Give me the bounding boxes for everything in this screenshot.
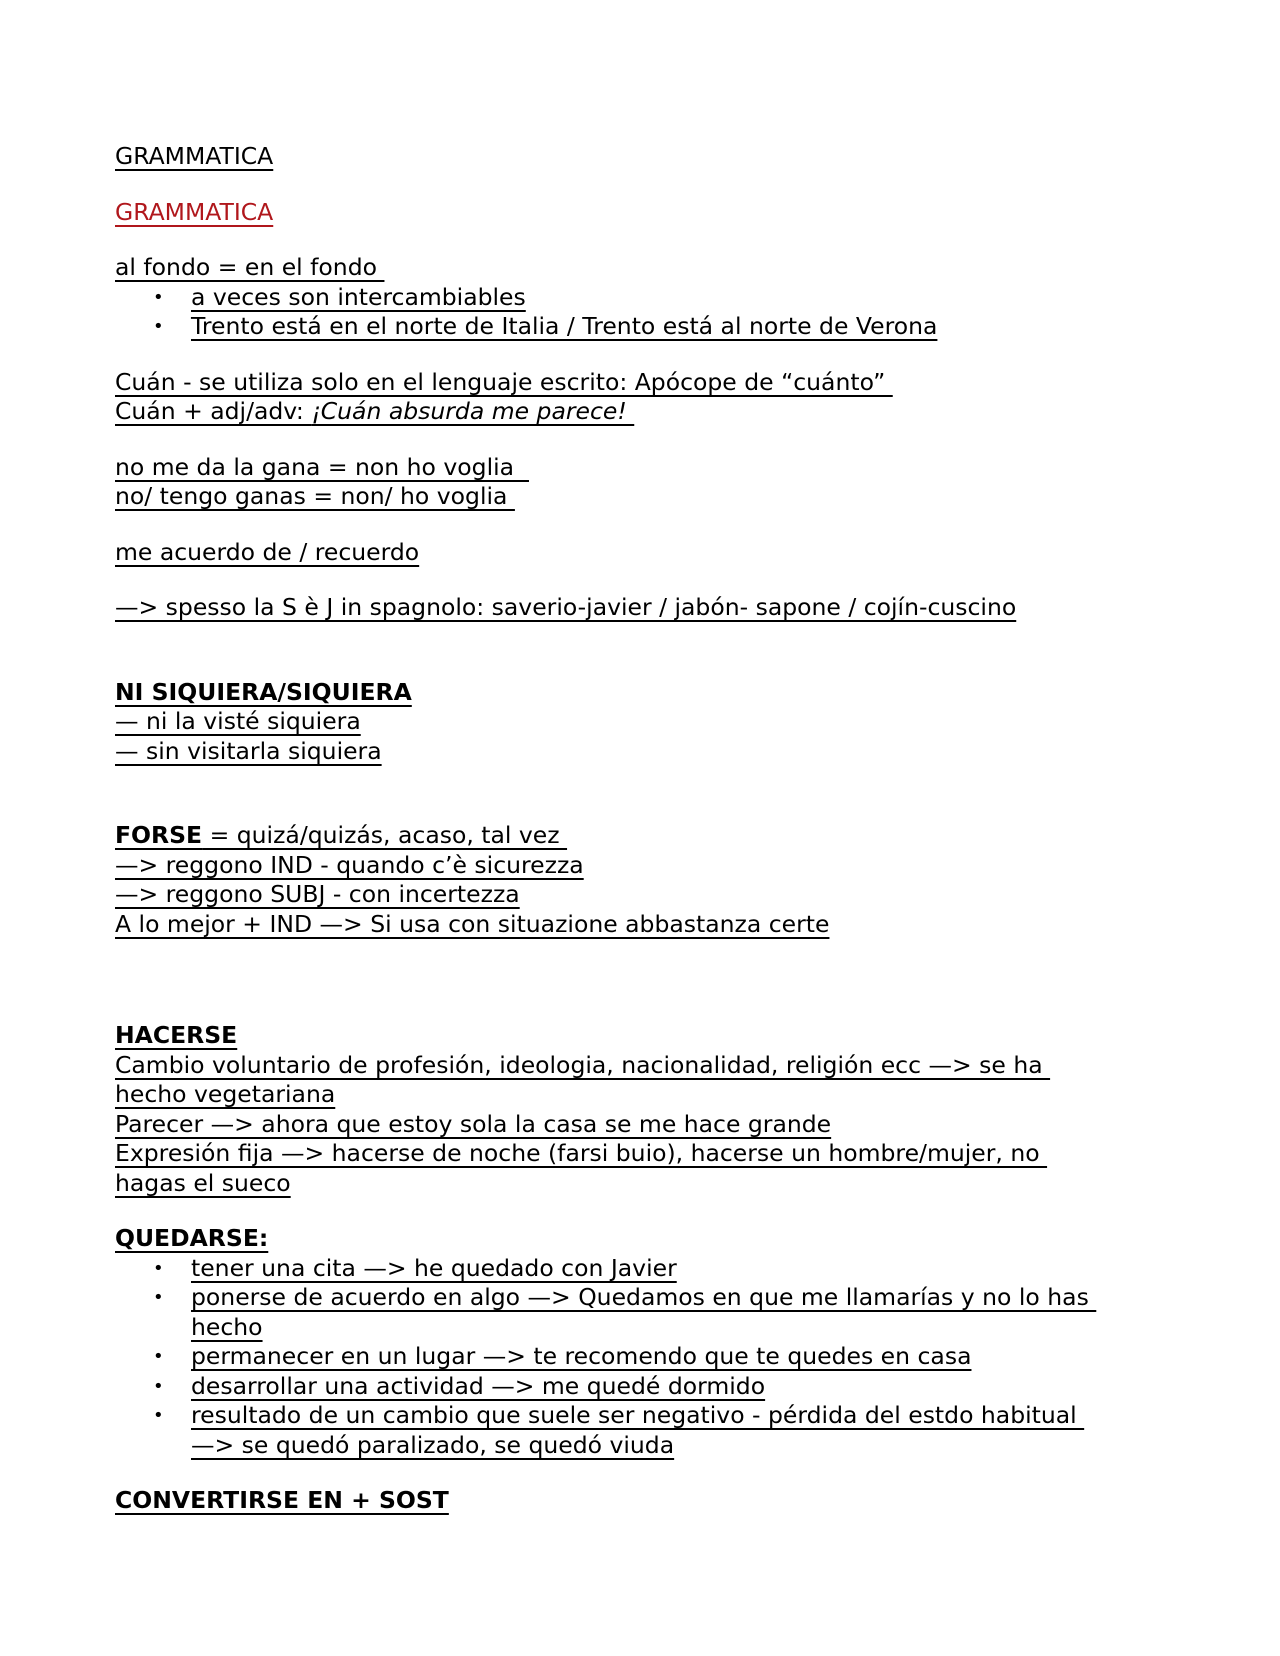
spesso-line: [115, 593, 1165, 623]
list-item-text: resultado de un cambio que suele ser negativo - pérdida del estdo habitual: [191, 1401, 1085, 1429]
gana-line-2: [115, 482, 1165, 512]
spacer: [115, 1460, 1165, 1486]
convertirse-heading: [115, 1486, 1165, 1516]
hacerse-line-1b: [115, 1080, 1165, 1110]
spacer: [115, 939, 1165, 1021]
list-item-text: permanecer en un lugar —> te recomendo que te quedes en casa: [191, 1342, 972, 1370]
siquiera-line-1: [115, 707, 1165, 737]
list-item-text-continued: hecho: [191, 1312, 263, 1341]
al-fondo-heading: [115, 253, 1165, 283]
heading-grammatica-text: GRAMMATICA: [115, 142, 274, 170]
cuan-text-1: Cuán - se utiliza solo en el lenguaje escrito: Apócope de “cuánto”: [115, 367, 893, 396]
siquiera-text-2: — sin visitarla siquiera: [115, 736, 382, 765]
heading-grammatica: [115, 142, 1165, 172]
forse-text-2: —> reggono SUBJ - con incertezza: [115, 880, 520, 908]
hacerse-line-2: [115, 1110, 1165, 1140]
convertirse-heading-text: CONVERTIRSE EN + SOST: [115, 1486, 449, 1514]
gana-line-1: [115, 453, 1165, 483]
spacer: [115, 227, 1165, 253]
list-item-text: Trento está en el norte de Italia / Trento está al norte de Verona: [191, 312, 938, 340]
list-item: [115, 1401, 1165, 1460]
list-item-text: tener una cita —> he quedado con Javier: [191, 1253, 677, 1282]
cuan-text-2-prefix: Cuán + adj/adv:: [115, 397, 312, 425]
bullet-icon: •: [153, 1375, 164, 1397]
hacerse-heading: [115, 1021, 1165, 1051]
spacer: [115, 1198, 1165, 1224]
list-item: [115, 1342, 1165, 1372]
siquiera-heading-text: NI SIQUIERA/SIQUIERA: [115, 677, 412, 706]
document-page: [115, 142, 1165, 1516]
spacer: [115, 567, 1165, 593]
siquiera-heading: [115, 678, 1165, 708]
forse-line-3: [115, 910, 1165, 940]
list-item-text: ponerse de acuerdo en algo —> Quedamos en que me llamarías y no lo has: [191, 1283, 1097, 1311]
cuan-line-2: [115, 397, 1165, 427]
list-item: [115, 1254, 1165, 1284]
hacerse-text-1a: Cambio voluntario de profesión, ideologia, nacionalidad, religión ecc —> se ha: [115, 1050, 1051, 1079]
forse-line-2: [115, 880, 1165, 910]
bullet-icon: •: [153, 1257, 164, 1279]
gana-text-2: no/ tengo ganas = non/ ho voglia: [115, 482, 515, 510]
heading-grammatica-red-link[interactable]: GRAMMATICA: [115, 197, 274, 226]
forse-text-1: —> reggono IND - quando c’è sicurezza: [115, 850, 584, 879]
spacer: [115, 342, 1165, 368]
list-item-text: a veces son intercambiables: [191, 282, 526, 311]
hacerse-text-3b: hagas el sueco: [115, 1168, 291, 1197]
cuan-text-2-example: ¡Cuán absurda me parece!: [311, 397, 635, 425]
list-item: [115, 1283, 1165, 1342]
spacer: [115, 512, 1165, 538]
hacerse-text-2: Parecer —> ahora que estoy sola la casa se me hace grande: [115, 1109, 832, 1138]
spesso-text: —> spesso la S è J in spagnolo: saverio-javier / jabón- sapone / cojín-cuscino: [115, 593, 1017, 621]
spacer: [115, 172, 1165, 198]
quedarse-heading-text: QUEDARSE:: [115, 1224, 269, 1252]
gana-text-1: no me da la gana = non ho voglia: [115, 452, 529, 481]
hacerse-heading-text: HACERSE: [115, 1021, 238, 1049]
cuan-line-1: [115, 368, 1165, 398]
bullet-icon: •: [153, 316, 164, 337]
forse-heading: [115, 821, 1165, 851]
quedarse-heading: [115, 1224, 1165, 1254]
list-item-text-continued: —> se quedó paralizado, se quedó viuda: [191, 1430, 675, 1459]
spacer: [115, 623, 1165, 678]
list-item: [115, 312, 1165, 342]
spacer: [115, 766, 1165, 821]
acuerdo-text: me acuerdo de / recuerdo: [115, 537, 420, 566]
bullet-icon: •: [153, 1346, 164, 1367]
hacerse-text-3a: Expresión fija —> hacerse de noche (farsi buio), hacerse un hombre/mujer, no: [115, 1139, 1048, 1167]
forse-heading-rest: = quizá/quizás, acaso, tal vez: [202, 821, 568, 849]
heading-grammatica-red[interactable]: [115, 198, 1165, 228]
forse-text-3: A lo mejor + IND —> Si usa con situazione abbastanza certe: [115, 909, 830, 938]
forse-heading-bold: FORSE: [115, 821, 203, 849]
hacerse-line-1a: [115, 1051, 1165, 1081]
bullet-icon: •: [153, 286, 164, 308]
list-item: [115, 1372, 1165, 1402]
bullet-icon: •: [153, 1405, 164, 1426]
hacerse-text-1b: hecho vegetariana: [115, 1080, 336, 1108]
forse-line-1: [115, 851, 1165, 881]
list-item: [115, 283, 1165, 313]
acuerdo-line: [115, 538, 1165, 568]
siquiera-text-1: — ni la visté siquiera: [115, 707, 361, 735]
bullet-icon: •: [153, 1287, 164, 1308]
hacerse-line-3b: [115, 1169, 1165, 1199]
list-item-text: desarrollar una actividad —> me quedé dormido: [191, 1371, 766, 1400]
hacerse-line-3a: [115, 1139, 1165, 1169]
al-fondo-text: al fondo = en el fondo: [115, 253, 385, 281]
spacer: [115, 427, 1165, 453]
siquiera-line-2: [115, 737, 1165, 767]
